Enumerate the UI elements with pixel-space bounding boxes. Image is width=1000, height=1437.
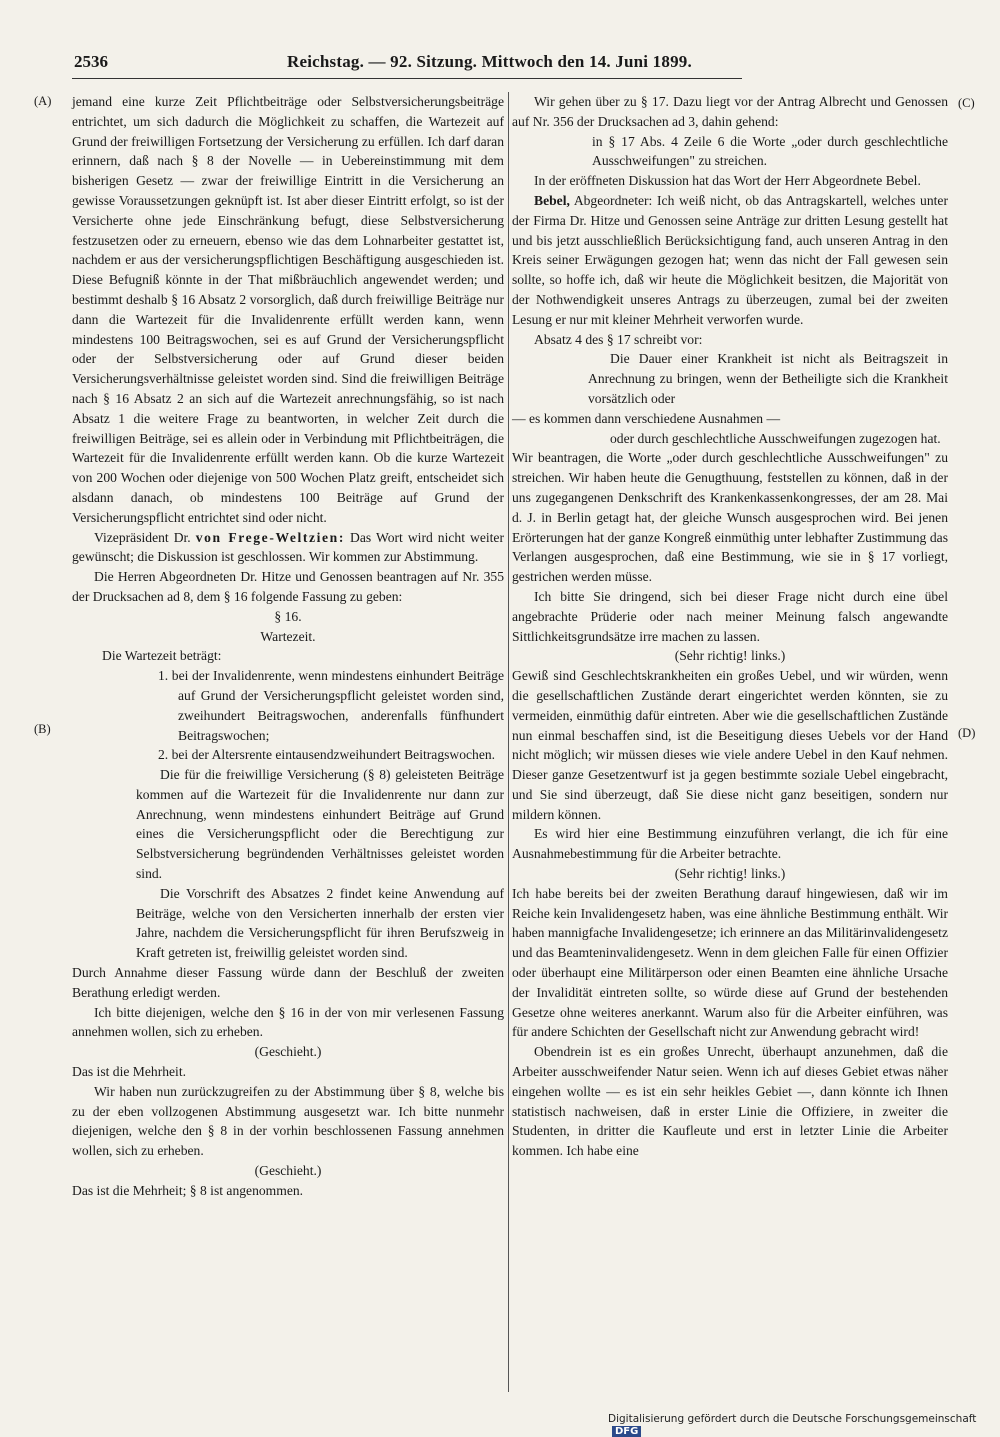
stage-direction: (Geschieht.) [254, 1044, 322, 1060]
stage-direction: (Geschieht.) [254, 1163, 322, 1179]
header-rule [72, 78, 742, 79]
paragraph: Es wird hier eine Bestimmung einzuführen verlangt, die ich für eine Ausnahmebestimmung für die Arbeiter betrachte. [512, 826, 948, 862]
paragraph: Die Vorschrift des Absatzes 2 findet keine Anwendung auf Beiträge, welche von den Versicherten innerhalb der ersten vier Jahre, nachdem die Versicherungspflicht für ihren Berufszweig in Kraft getreten ist, freiwillig geleistet worden sind. [136, 885, 504, 961]
paragraph: Ich bitte diejenigen, welche den § 16 in der von mir verlesenen Fassung annehmen wollen, sich zu erheben. [72, 1004, 504, 1040]
margin-mark-b: (B) [34, 722, 51, 736]
stage-direction: (Sehr richtig! links.) [674, 648, 786, 664]
section-number: § 16. [274, 608, 302, 624]
right-column [512, 92, 948, 1161]
margin-mark-d: (D) [958, 726, 976, 740]
margin-mark-c: (C) [958, 96, 975, 110]
list-item: 2. bei der Altersrente eintausendzweihundert Beitragswochen. [158, 747, 496, 763]
footer-credit [608, 1413, 1000, 1437]
speaker-text: Wort wird nicht weiter gewünscht; die Diskussion ist geschlossen. Wir kommen zur Abstimmung. [72, 529, 504, 565]
speaker-title: Vizepräsident Dr. [94, 529, 191, 545]
margin-mark-a: (A) [34, 94, 52, 108]
speaker-name: Bebel, [534, 192, 570, 208]
stage-direction: (Sehr richtig! links.) [674, 866, 786, 882]
paragraph: Ich habe bereits bei der zweiten Berathung darauf hingewiesen, daß wir im Reiche kein Invalidengesetz haben, was eine ähnliche Bestimmung enthält. Wir haben mannigfache Invalidengesetze; ich erinnere an das Militärinvalidengesetz und das Beamteninvalidengesetz. Wenn in dem gleichen Falle für einen Offizier oder überhaupt eine Militärperson oder einen Beamten eine ähnliche Ursache der Invalidität eintreten sollte, so würde diese auf Grund der bestehenden Gesetze ohne weiteres anerkannt. Warum also für die Arbeiter einführen, was für andere Schichten der Gesellschaft nicht zur Anwendung gebracht wird! [512, 885, 948, 1040]
paragraph: Wir haben nun zurückzugreifen zu der Abstimmung über § 8, welche bis zu der eben vollzogenen Abstimmung ausgesetzt war. Ich bitte nunmehr diejenigen, welche den § 8 in der vorhin beschlossenen Fassung annehmen wollen, sich zu erheben. [72, 1083, 504, 1159]
paragraph: In der eröffneten Diskussion hat das Wort der Herr Abgeordnete Bebel. [534, 173, 921, 189]
page-number: 2536 [74, 52, 108, 71]
paragraph: Wir gehen über zu § 17. Dazu liegt vor der Antrag Albrecht und Genossen auf Nr. 356 der Drucksachen ad 3, dahin gehend: [512, 94, 948, 129]
paragraph: Absatz 4 des § 17 schreibt vor: [534, 331, 703, 347]
quoted-text: Die Dauer einer Krankheit ist nicht als Beitragszeit in Anrechnung zu bringen, wenn der Betheiligte sich die Krankheit vorsätzlich oder [588, 351, 948, 406]
paragraph: Wir beantragen, die Worte „oder durch geschlechtliche Ausschweifungen" zu streichen. Wir haben heute die Genugthuung, feststellen zu können, daß in der uns zugegangenen Denkschrift des Krankenkassenkongresses, der am 28. Mai d. J. in Berlin getagt hat, der gleiche Wunsch ausgesprochen wird. Bei jenen Erörterungen hat der ganze Kongreß einmüthig unter lebhafter Zustimmung das Verlangen ausgesprochen, daß eine Bestimmung, wie sie in § 17 vorliegt, gestrichen werden müsse. [512, 450, 948, 585]
list-item: 1. bei der Invalidenrente, wenn mindestens einhundert Beiträge auf Grund der Versicherungspflicht geleistet worden sind, zweihundert Beitragswochen, anderenfalls fünfhundert Beitragswochen; [158, 668, 504, 743]
paragraph: Die Wartezeit beträgt: [102, 648, 222, 664]
speaker-name: von Frege-Weltzien: [195, 529, 345, 545]
paragraph: Das ist die Mehrheit; § 8 ist angenommen. [72, 1182, 304, 1198]
section-heading: Wartezeit. [260, 628, 316, 644]
dfg-logo: DFG [612, 1426, 641, 1437]
paragraph: Durch Annahme dieser Fassung würde dann der Beschluß der zweiten Berathung erledigt werden. [72, 965, 504, 1000]
quoted-text: oder durch geschlechtliche Ausschweifungen zugezogen hat. [610, 430, 941, 446]
speaker-paragraph [72, 528, 504, 568]
paragraph: Die für die freiwillige Versicherung (§ 8) geleisteten Beiträge kommen auf die Wartezeit für die Invalidenrente nur dann zur Anrechnung, wenn mindestens einhundert Beiträge auf Grund eines die Versicherungspflicht oder die Berechtigung zur Selbstversicherung begründenden Verhältnisses geleistet worden sind. [136, 767, 504, 882]
page-title: Reichstag. — 92. Sitzung. Mittwoch den 14. Juni 1899. [287, 52, 692, 71]
page-header [32, 52, 742, 74]
paragraph: Das ist die Mehrheit. [72, 1064, 187, 1080]
paragraph: jemand eine kurze Zeit Pflichtbeiträge oder Selbstversicherungsbeiträge entrichtet, um sich dadurch die Möglichkeit zu schaffen, die Wartezeit auf Grund der freiwilligen Fortsetzung der Versicherung zu erfüllen. Ich darf daran erinnern, daß nach § 8 der Novelle — in Uebereinstimmung mit dem bisherigen Gesetz — zwar der freiwillige Eintritt in die Versicherung an gewisse Voraussetzungen geknüpft ist. Ist aber dieser Eintritt erfolgt, so ist der Versicherte ohne jede Einschränkung befugt, diese Selbstversicherung festzusetzen oder zu erneuern, ebenso wie das dem Lohnarbeiter gestattet ist, nachdem er aus der versicherungspflichtigen Beschäftigung ausgeschieden ist. Diese Befugniß könnte in der That mißbräuchlich angewendet werden; und bestimmt deshalb § 16 Absatz 2 vorsorglich, daß durch freiwillige Beiträge nur dann die Wartezeit für die Invalidenrente erfüllt werden kann, wenn mindestens 100 Beitragswochen, sei es auf Grund der Versicherungspflicht oder der Selbstversicherung oder auf Grund dieser beiden Versicherungsverhältnisse geleistet worden sind. Sind die freiwilligen Beiträge nach § 16 Absatz 2 an sich auf die Wartezeit anrechnungsfähig, so ist nach Absatz 1 die weitere Frage zu beantworten, in welcher Zeit durch die freiwilligen Beiträge, sei es allein oder in Verbindung mit Pflichtbeiträgen, die Wartezeit für die Invalidenrente erfüllt werden kann. Ob die kurze Wartezeit von 200 Wochen oder diejenige von 500 Wochen Platz greift, entscheidet sich alsdann danach, ob mindestens 100 Beiträge auf Grund der Versicherungspflicht entrichtet sind oder nicht. [72, 94, 504, 525]
left-column [72, 92, 504, 1201]
column-divider [508, 92, 509, 1392]
footer-text: Digitalisierung gefördert durch die Deutsche Forschungsgemeinschaft [608, 1413, 977, 1425]
quoted-motion: in § 17 Abs. 4 Zeile 6 die Worte „oder durch geschlechtliche Ausschweifungen" zu streichen. [592, 133, 948, 169]
speaker-text-start: Das [350, 529, 372, 545]
paragraph: Ich bitte Sie dringend, sich bei dieser Frage nicht durch eine übel angebrachte Prüderie oder nach meiner Meinung falsch angewandte Sittlichkeitsgrundsätze irre machen zu lassen. [512, 588, 948, 644]
speaker-paragraph [512, 191, 948, 330]
paragraph: Die Herren Abgeordneten Dr. Hitze und Genossen beantragen auf Nr. 355 der Drucksachen ad 8, dem § 16 folgende Fassung zu geben: [72, 569, 504, 604]
paragraph: Obendrein ist es ein großes Unrecht, überhaupt anzunehmen, daß die Arbeiter ausschweifender Natur seien. Wenn ich auf dieses Gebiet etwas näher eingehen wollte — es ist ein sehr heikles Gebiet —, dann könnte ich Ihnen statistisch nachweisen, daß in erster Linie die Offiziere, in zweiter die Studenten, in dritter die Kaufleute und erst in letzter Linie die Arbeiter kommen. Ich habe eine [512, 1044, 948, 1159]
speaker-text: Abgeordneter: Ich weiß nicht, ob das Antragskartell, welches unter der Firma Dr. Hitze und Genossen seine Anträge zur dritten Lesung gestellt hat und bis jetzt ausschließlich Berücksichtigung fand, auch unseren Antrag in den Kreis seiner Erwägungen gezogen hat; wenn das nicht der Fall gewesen sein sollte, so hoffe ich, daß wir heute die Möglichkeit besitzen, die Majorität von der Nothwendigkeit unseres Antrags zu überzeugen, zumal bei der zweiten Lesung er nur mit kleiner Mehrheit verworfen wurde. [512, 192, 948, 327]
paragraph: — es kommen dann verschiedene Ausnahmen — [512, 410, 781, 426]
paragraph: Gewiß sind Geschlechtskrankheiten ein großes Uebel, und wir würden, wenn die gesellschaftlichen Zustände derart eingerichtet werden könnten, sie zu vermeiden, einmüthig dafür eintreten. Aber wie die gesellschaftlichen Zustände nun einmal beschaffen sind, ist die Beseitigung dieses Uebels vor der Hand nicht möglich; wir müssen dieses wie viele andere Uebel in den Kauf nehmen. Dieser ganze Gesetzentwurf ist ja gegen bestimmte soziale Uebel eingebracht, und Sie sind überzeugt, daß Sie diese nicht ganz beseitigen, sondern nur mildern können. [512, 668, 948, 822]
